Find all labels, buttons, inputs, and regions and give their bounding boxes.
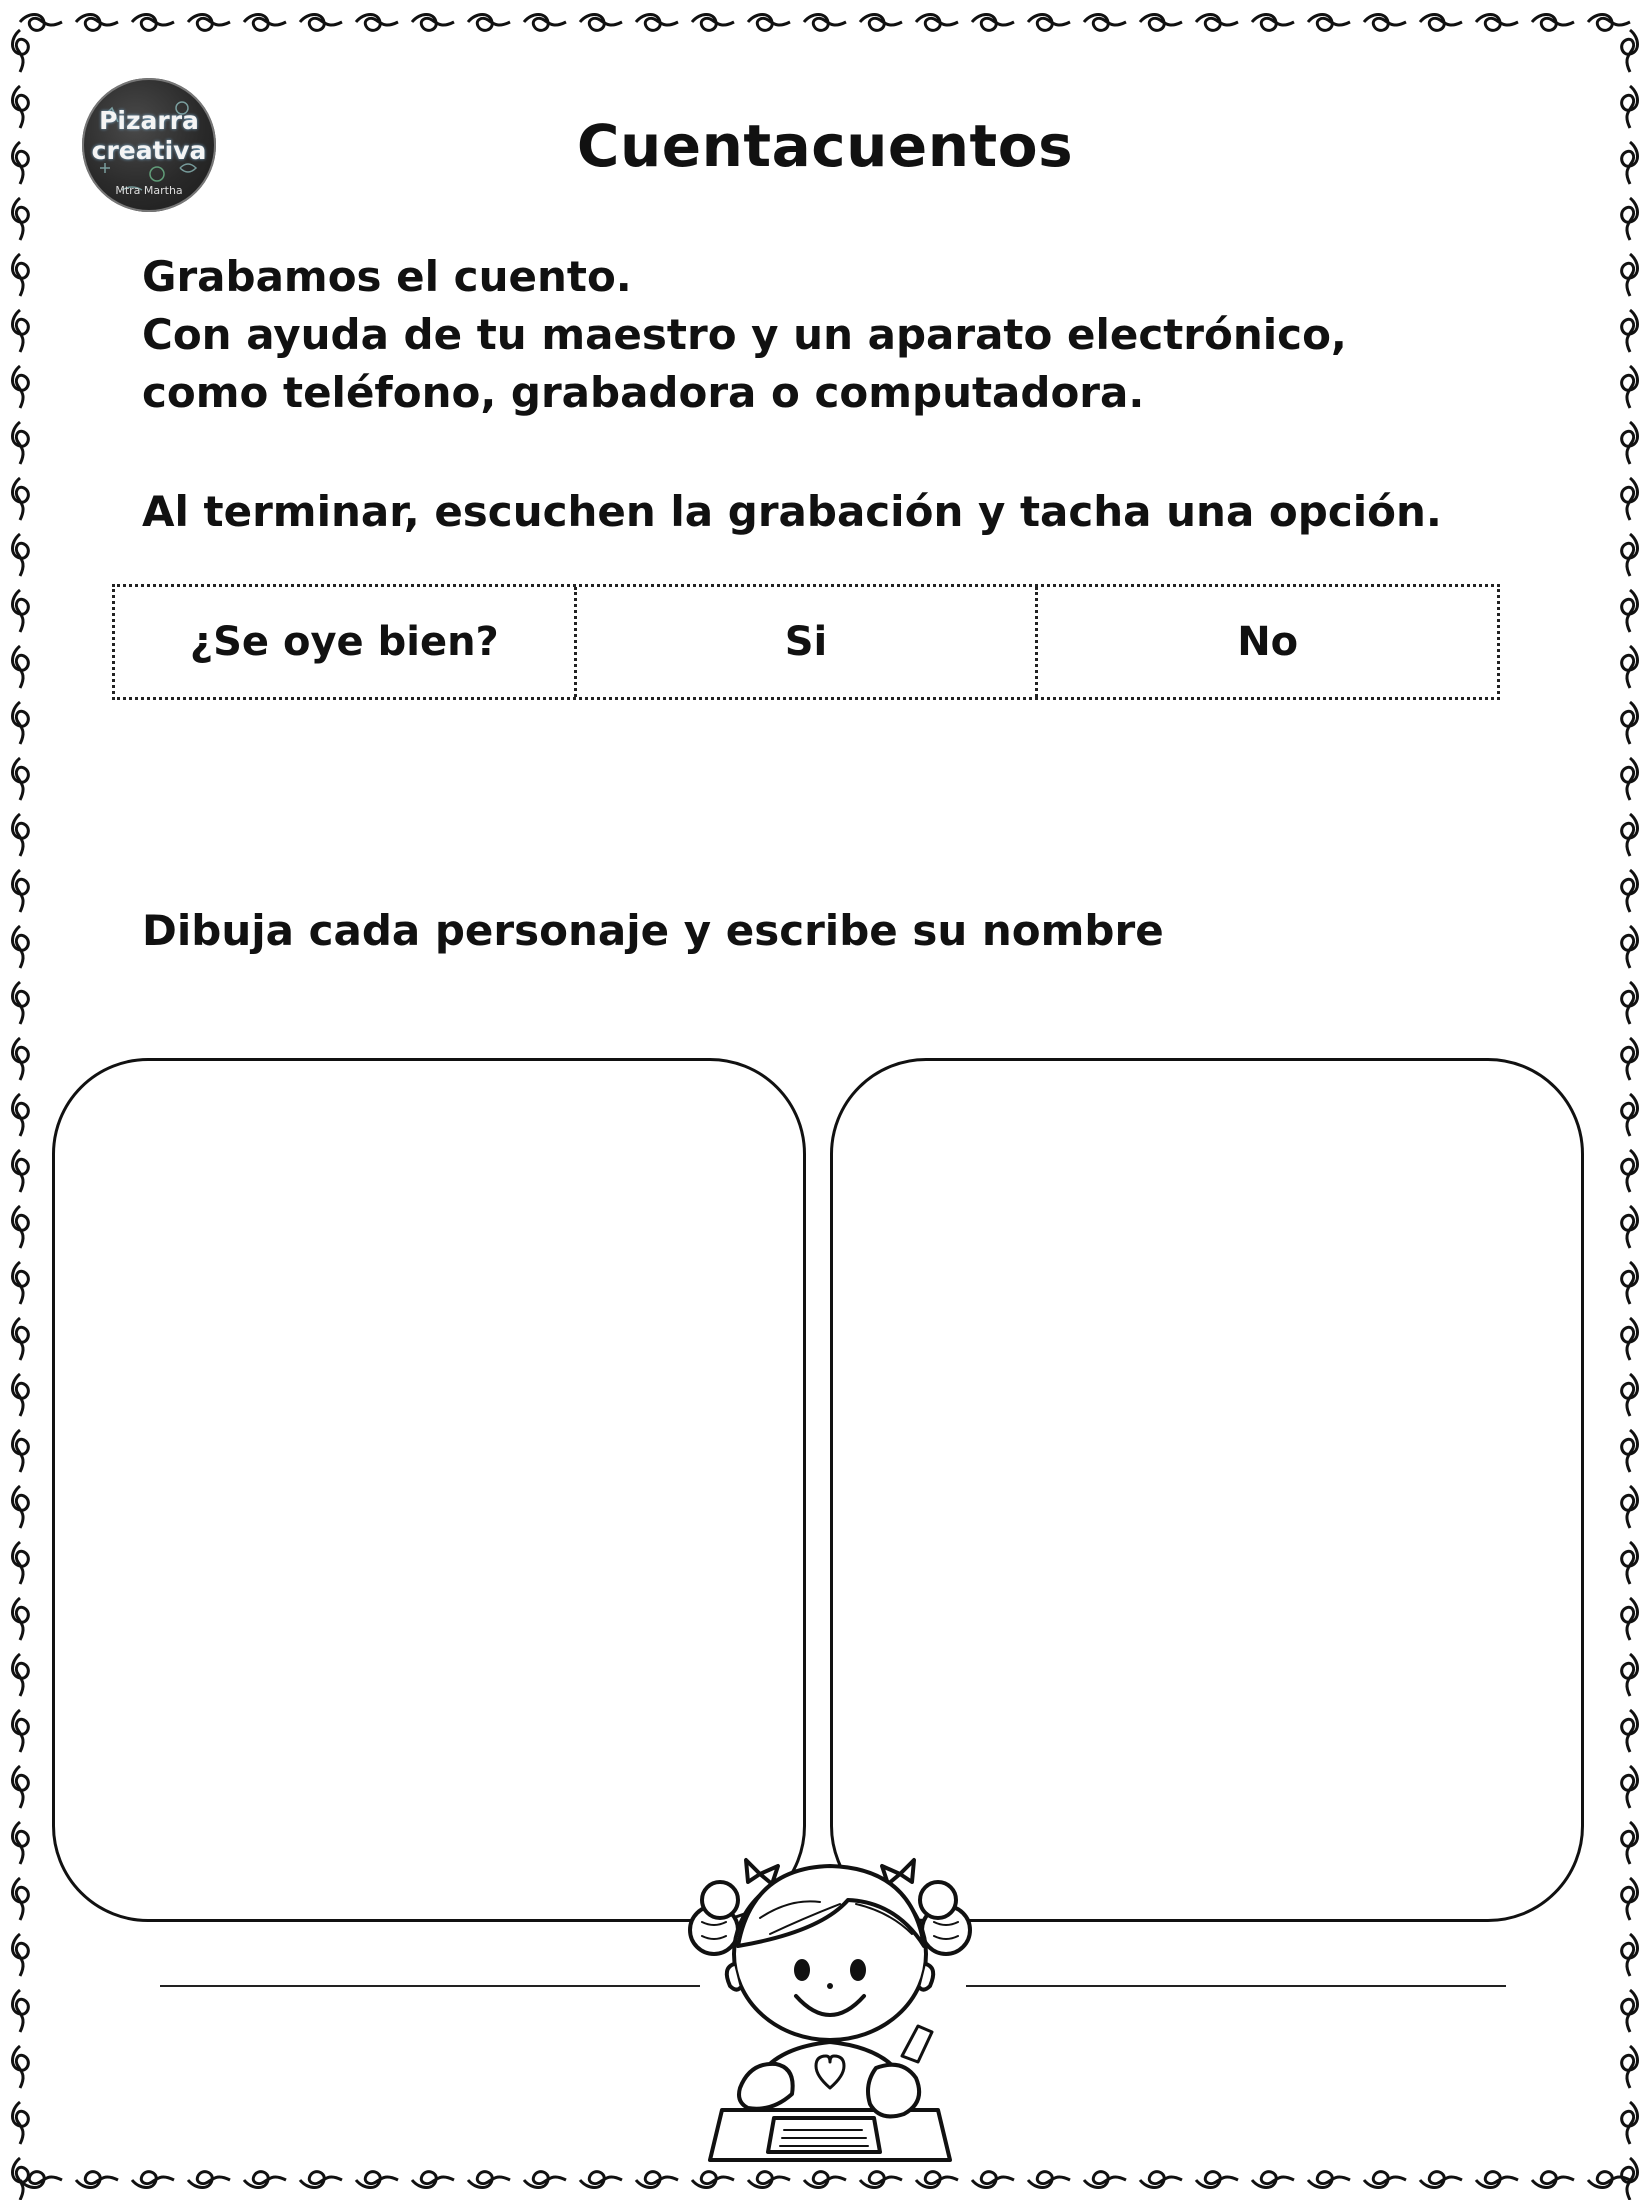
character-drawing-box-2[interactable] xyxy=(830,1058,1584,1922)
instruction-line-2: Con ayuda de tu maestro y un aparato electrónico, xyxy=(142,310,1347,359)
drawing-section-heading: Dibuja cada personaje y escribe su nombre xyxy=(142,906,1164,955)
option-yes-cell[interactable]: Si xyxy=(574,587,1036,697)
logo-text-creativa: creativa xyxy=(91,136,207,165)
girl-writing-icon xyxy=(680,1838,980,2178)
option-no-cell[interactable]: No xyxy=(1035,587,1497,697)
character-drawing-box-1[interactable] xyxy=(52,1058,806,1922)
logo-text-author: Mtra Martha xyxy=(115,184,183,197)
instruction-line-1: Grabamos el cuento. xyxy=(142,252,632,301)
instruction-line-3: como teléfono, grabadora o computadora. xyxy=(142,368,1145,417)
recording-check-table xyxy=(112,584,1500,700)
question-cell: ¿Se oye bien? xyxy=(189,619,499,665)
instruction-line-4: Al terminar, escuchen la grabación y tacha una opción. xyxy=(142,487,1442,536)
page-title: Cuentacuentos xyxy=(576,112,1074,180)
logo-text-pizarra: Pizarra xyxy=(99,106,199,135)
character-name-line-2[interactable] xyxy=(966,1985,1506,1987)
character-name-line-1[interactable] xyxy=(160,1985,700,1987)
